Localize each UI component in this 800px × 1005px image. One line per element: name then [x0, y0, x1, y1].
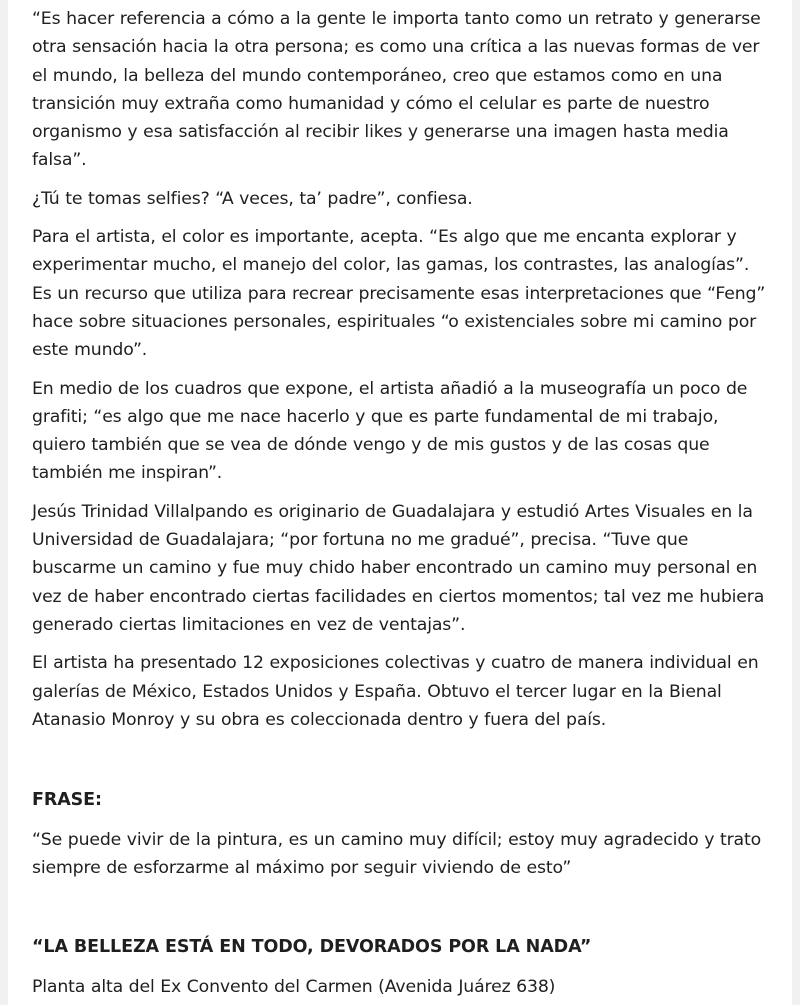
article-paragraph-5: Jesús Trinidad Villalpando es originario de Guadalajara y estudió Artes Visuales en la Universidad de Guadalajara; “por fortuna no me gradué”, precisa. “Tuve que buscarme un camino y fue muy chido haber encontrado un camino muy personal en vez de haber encontrado ciertas facilidades en ciertos momentos; tal vez me hubiera generado ciertas limitaciones en vez de ventajas”.	[32, 501, 765, 635]
article-paragraph-1: “Es hacer referencia a cómo a la gente le importa tanto como un retrato y generarse otra sensación hacia la otra persona; es como una crítica a las nuevas formas de ver el mundo, la belleza del mundo contemporáneo, creo que estamos como en una transición muy extraña como humanidad y cómo el celular es parte de nuestro organismo y esa satisfacción al recibir likes y generarse una imagen hasta media falsa”.	[32, 9, 761, 171]
event-title: “LA BELLEZA ESTÁ EN TODO, DEVORADOS POR LA NADA”	[32, 936, 592, 957]
article-paragraph-2: ¿Tú te tomas selfies? “A veces, ta’ padre”, confiesa.	[32, 188, 473, 209]
frase-heading: FRASE:	[32, 790, 102, 811]
article-paragraph-6: El artista ha presentado 12 exposiciones colectivas y cuatro de manera individual en galerías de México, Estados Unidos y España. Obtuvo el tercer lugar en la Bienal Atanasio Monroy y su obra es coleccionada dentro y fuera del país.	[32, 653, 759, 730]
article-paragraph-3: Para el artista, el color es importante, acepta. “Es algo que me encanta explorar y experimentar mucho, el manejo del color, las gamas, los contrastes, las analogías”. Es un recurso que utiliza para recrear precisamente esas interpretaciones que “Feng” hace sobre situaciones personales, espirituales “o existenciales sobre mi camino por este mundo”.	[32, 227, 766, 361]
article-paragraph-4: En medio de los cuadros que expone, el artista añadió a la museografía un poco de grafiti; “es algo que me nace hacerlo y que es parte fundamental de mi trabajo, quiero también que se vea de dónde vengo y de mis gustos y de las cosas que también me inspiran”.	[32, 378, 748, 484]
event-venue: Planta alta del Ex Convento del Carmen (Avenida Juárez 638)	[32, 976, 556, 997]
frase-quote: “Se puede vivir de la pintura, es un camino muy difícil; estoy muy agradecido y trato siempre de esforzarme al máximo por seguir viviendo de esto”	[32, 830, 762, 879]
article-body	[32, 5, 772, 1001]
